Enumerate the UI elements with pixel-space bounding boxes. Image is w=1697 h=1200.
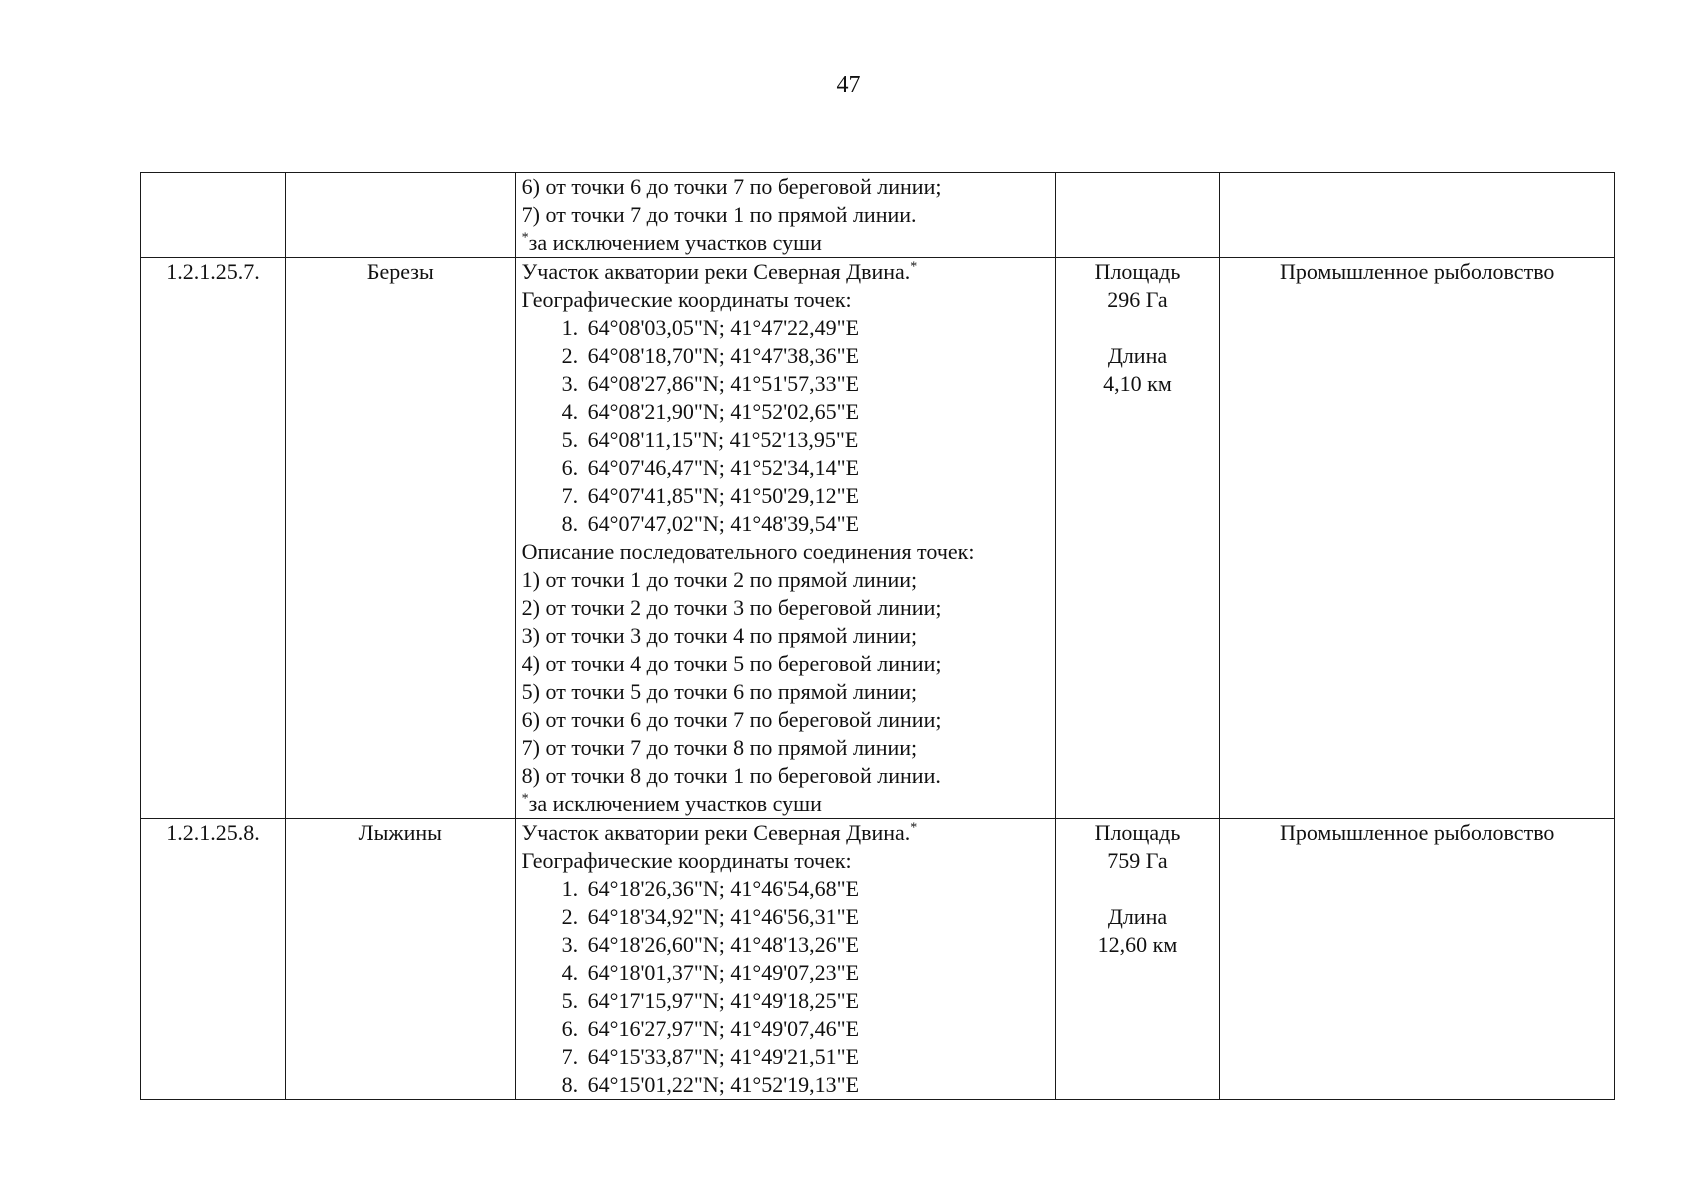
coordinate-item: 3. 64°18'26,60"N; 41°48'13,26"E [584,931,1049,959]
usage-cell [1220,173,1615,258]
area-value: 296 Га [1107,287,1168,312]
connection-line: 5) от точки 5 до точки 6 по прямой линии; [521,679,918,704]
table-row [141,258,1615,819]
connection-line: 3) от точки 3 до точки 4 по прямой линии; [521,623,918,648]
area-heading: Участок акватории реки Северная Двина.* [521,259,918,284]
length-label: Длина [1107,904,1168,929]
params-cell [1055,258,1220,819]
footnote-mark: * [910,820,918,836]
connection-line: 1) от точки 1 до точки 2 по прямой линии; [521,567,918,592]
area-label: Площадь [1094,820,1181,845]
coordinate-item: 6. 64°07'46,47"N; 41°52'34,14"E [584,454,1049,482]
connection-line: 4) от точки 4 до точки 5 по береговой линии; [521,651,942,676]
connection-line: 8) от точки 8 до точки 1 по береговой линии. [521,763,941,788]
table-row [141,173,1615,258]
area-label: Площадь [1094,259,1181,284]
params-cell [1055,173,1220,258]
footnote-mark: * [910,259,918,275]
name-cell: Лыжины [285,819,515,1100]
area-heading: Участок акватории реки Северная Двина.* [521,820,918,845]
coords-label: Географические координаты точек: [521,848,852,873]
usage-cell: Промышленное рыболовство [1220,819,1615,1100]
name-cell: Березы [285,258,515,819]
footnote-mark: * [521,791,529,807]
page-number: 47 [836,72,861,98]
coordinate-item: 7. 64°07'41,85"N; 41°50'29,12"E [584,482,1049,510]
coordinate-item: 8. 64°15'01,22"N; 41°52'19,13"E [584,1071,1049,1099]
footnote: *за исключением участков суши [521,791,822,816]
coordinate-item: 2. 64°18'34,92"N; 41°46'56,31"E [584,903,1049,931]
coordinate-item: 7. 64°15'33,87"N; 41°49'21,51"E [584,1043,1049,1071]
connection-line: 6) от точки 6 до точки 7 по береговой линии; [521,707,942,732]
coordinate-item: 3. 64°08'27,86"N; 41°51'57,33"E [584,370,1049,398]
footnote-mark: * [521,230,529,246]
length-label: Длина [1107,343,1168,368]
area-value: 759 Га [1107,848,1168,873]
coordinate-item: 4. 64°08'21,90"N; 41°52'02,65"E [584,398,1049,426]
name-cell [285,173,515,258]
coordinate-item: 5. 64°17'15,97"N; 41°49'18,25"E [584,987,1049,1015]
fishing-areas-table [140,172,1615,1100]
connection-label: Описание последовательного соединения точек: [521,539,975,564]
coordinate-item: 1. 64°08'03,05"N; 41°47'22,49"E [584,314,1049,342]
params-cell [1055,819,1220,1100]
usage-cell: Промышленное рыболовство [1220,258,1615,819]
coordinate-item: 4. 64°18'01,37"N; 41°49'07,23"E [584,959,1049,987]
number-cell [141,173,286,258]
coordinate-item: 8. 64°07'47,02"N; 41°48'39,54"E [584,510,1049,538]
coordinate-item: 5. 64°08'11,15"N; 41°52'13,95"E [584,426,1049,454]
length-value: 4,10 км [1103,371,1172,396]
coords-label: Географические координаты точек: [521,287,852,312]
coordinates-list [522,875,1049,1099]
length-value: 12,60 км [1097,932,1178,957]
table-row [141,819,1615,1100]
description-cell [515,258,1055,819]
connection-line: 7) от точки 7 до точки 8 по прямой линии; [521,735,918,760]
description-cell [515,819,1055,1100]
number-cell: 1.2.1.25.7. [141,258,286,819]
connection-line: 6) от точки 6 до точки 7 по береговой линии; [521,174,942,199]
connection-line: 7) от точки 7 до точки 1 по прямой линии. [521,202,917,227]
number-cell: 1.2.1.25.8. [141,819,286,1100]
connection-line: 2) от точки 2 до точки 3 по береговой линии; [521,595,942,620]
coordinates-list [522,314,1049,538]
description-cell [515,173,1055,258]
coordinate-item: 2. 64°08'18,70"N; 41°47'38,36"E [584,342,1049,370]
footnote: *за исключением участков суши [521,230,822,255]
coordinate-item: 6. 64°16'27,97"N; 41°49'07,46"E [584,1015,1049,1043]
coordinate-item: 1. 64°18'26,36"N; 41°46'54,68"E [584,875,1049,903]
